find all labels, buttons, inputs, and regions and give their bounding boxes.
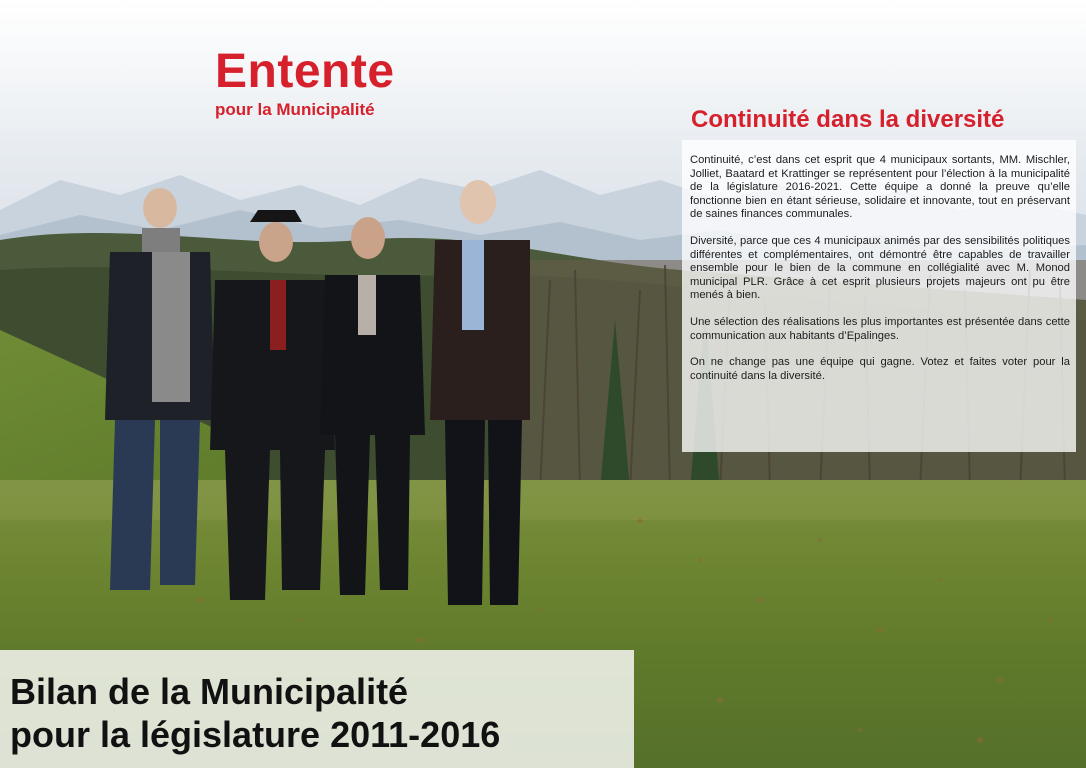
footer-title-line2: pour la législature 2011-2016 — [10, 714, 501, 755]
footer-banner — [0, 650, 634, 768]
footer-title-line1: Bilan de la Municipalité — [10, 671, 409, 712]
paragraph-continuite: Continuité, c’est dans cet esprit que 4 municipaux sortants, MM. Mischler, Jolliet, Baatard et Krattinger se représentent pour l’élection à la municipalité de la législature 2016-2021. Cette équipe a donné la preuve qu’elle fonctionne bien en étant sérieuse, solidaire et innovante, tout en préservant de saines finances communales. — [690, 154, 1070, 221]
panel-body — [690, 154, 1070, 396]
text-panel — [682, 98, 1082, 452]
paragraph-selection: Une sélection des réalisations les plus importantes est présentée dans cette communication aux habitants d’Epalinges. — [690, 315, 1070, 342]
panel-heading: Continuité dans la diversité — [691, 106, 1005, 133]
page-title: Entente — [215, 45, 395, 98]
paragraph-diversite: Diversité, parce que ces 4 municipaux animés par des sensibilités politiques différentes et complémentaires, ont démontré être capables de travailler ensemble pour le bien de la commune en collégialité avec M. Monod municipal PLR. Grâce à cet esprit plusieurs projets majeurs ont pu être menés à bien. — [690, 234, 1070, 302]
footer-title — [10, 670, 500, 756]
group-photo-four-men — [90, 180, 550, 620]
paragraph-appel: On ne change pas une équipe qui gagne. Votez et faites voter pour la continuité dans la diversité. — [690, 356, 1070, 382]
page-subtitle: pour la Municipalité — [215, 100, 375, 119]
header — [215, 46, 395, 120]
